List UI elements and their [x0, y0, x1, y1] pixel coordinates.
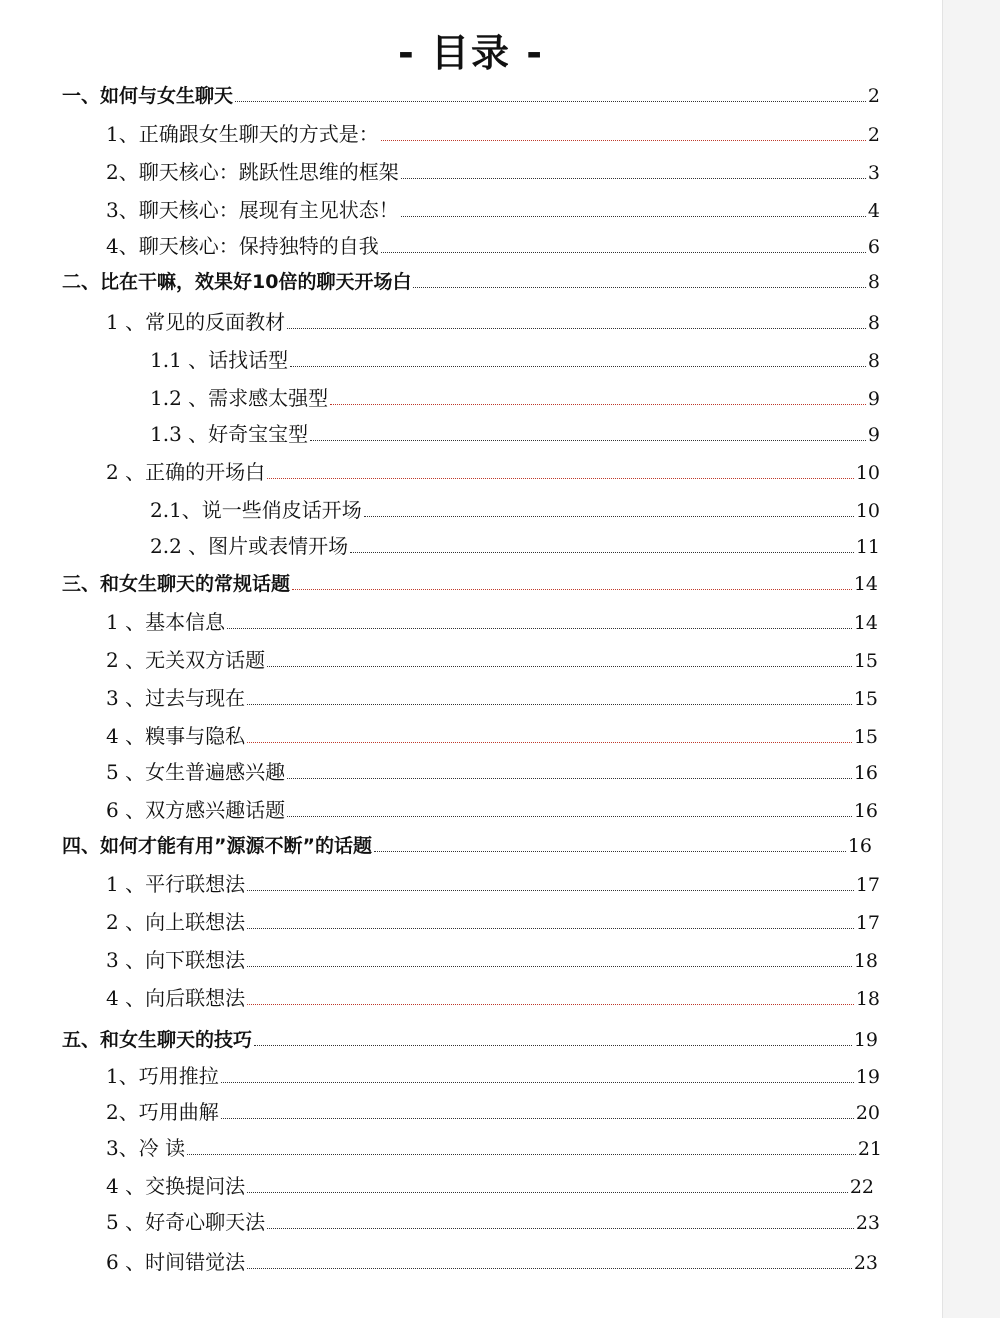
toc-entry-title: 4 、糗事与隐私	[106, 724, 246, 748]
toc-entry[interactable]	[106, 648, 878, 673]
dot-leader	[401, 177, 866, 179]
toc-page-number: 18	[853, 950, 878, 972]
toc-page-number: 20	[855, 1102, 880, 1124]
toc-entry-title: 五、和女生聊天的技巧	[62, 1029, 253, 1051]
toc-entry[interactable]	[106, 1064, 880, 1089]
toc-entry[interactable]	[150, 534, 880, 559]
toc-page-number: 17	[855, 912, 880, 934]
toc-entry-title: 1.3 、好奇宝宝型	[150, 422, 309, 446]
toc-entry[interactable]	[62, 270, 880, 294]
dot-leader	[247, 965, 852, 967]
toc-entry[interactable]	[150, 498, 880, 523]
toc-entry-title: 2、巧用曲解	[106, 1100, 219, 1124]
dot-leader	[413, 286, 865, 288]
toc-entry-title: 1 、基本信息	[106, 610, 226, 634]
viewer-side-margin	[942, 0, 1000, 1318]
toc-page-number: 8	[867, 312, 880, 334]
toc-entry[interactable]	[106, 724, 878, 749]
toc-entry[interactable]	[106, 1174, 874, 1199]
toc-page-number: 22	[849, 1176, 874, 1198]
toc-page-number: 17	[855, 874, 880, 896]
toc-entry[interactable]	[106, 198, 880, 223]
toc-entry[interactable]	[150, 422, 880, 447]
dot-leader	[247, 927, 854, 929]
toc-page-number: 14	[853, 612, 878, 634]
toc-entry-title: 1.2 、需求感太强型	[150, 386, 329, 410]
toc-entry-title: 1、正确跟女生聊天的方式是：	[106, 122, 379, 146]
dot-leader	[221, 1081, 854, 1083]
toc-entry[interactable]	[62, 834, 872, 858]
dot-leader	[330, 403, 866, 405]
toc-entry[interactable]	[106, 610, 878, 635]
dot-leader	[247, 741, 852, 743]
dot-leader	[267, 1227, 854, 1229]
dot-leader	[287, 327, 866, 329]
dot-leader	[381, 251, 866, 253]
dot-leader	[287, 815, 852, 817]
dot-leader	[267, 477, 854, 479]
toc-entry[interactable]	[106, 948, 878, 973]
toc-entry-title: 2 、无关双方话题	[106, 648, 266, 672]
toc-page-number: 16	[847, 835, 872, 857]
page-title: - 目录 -	[397, 31, 544, 75]
dot-leader	[247, 1267, 852, 1269]
toc-entry[interactable]	[106, 686, 878, 711]
toc-entry-title: 一、如何与女生聊天	[62, 85, 234, 107]
toc-entry-title: 4、聊天核心：保持独特的自我	[106, 234, 379, 258]
dot-leader	[247, 1003, 854, 1005]
toc-entry-title: 二、比在干嘛，效果好10倍的聊天开场白	[62, 271, 412, 293]
toc-page-number: 2	[867, 124, 880, 146]
dot-leader	[292, 588, 852, 590]
toc-entry[interactable]	[150, 386, 880, 411]
dot-leader	[287, 777, 852, 779]
dot-leader	[290, 365, 866, 367]
toc-entry[interactable]	[106, 798, 878, 823]
toc-page-number: 8	[867, 350, 880, 372]
toc-page-number: 15	[853, 726, 878, 748]
toc-page-number: 9	[867, 388, 880, 410]
dot-leader	[227, 627, 852, 629]
toc-page-number: 10	[855, 500, 880, 522]
toc-entry-title: 2.2 、图片或表情开场	[150, 534, 349, 558]
dot-leader	[221, 1117, 854, 1119]
toc-entry-title: 6 、双方感兴趣话题	[106, 798, 286, 822]
toc-entry[interactable]	[106, 910, 880, 935]
toc-entry[interactable]	[62, 84, 880, 108]
dot-leader	[310, 439, 866, 441]
toc-page-number: 4	[867, 200, 880, 222]
toc-entry[interactable]	[106, 760, 878, 785]
toc-entry-title: 2 、向上联想法	[106, 910, 246, 934]
toc-page-number: 15	[853, 688, 878, 710]
toc-entry-title: 2、聊天核心：跳跃性思维的框架	[106, 160, 399, 184]
toc-entry-title: 1、巧用推拉	[106, 1064, 219, 1088]
toc-page-number: 18	[855, 988, 880, 1010]
toc-entry[interactable]	[150, 348, 880, 373]
dot-leader	[374, 850, 846, 852]
dot-leader	[247, 703, 852, 705]
dot-leader	[381, 139, 866, 141]
toc-entry[interactable]	[106, 234, 880, 259]
dot-leader	[350, 551, 854, 553]
dot-leader	[235, 100, 866, 102]
toc-page-number: 15	[853, 650, 878, 672]
toc-entry-title: 5 、好奇心聊天法	[106, 1210, 266, 1234]
toc-entry-title: 2.1、说一些俏皮话开场	[150, 498, 362, 522]
dot-leader	[254, 1044, 852, 1046]
toc-page-number: 3	[867, 162, 880, 184]
toc-page-number: 21	[857, 1138, 882, 1160]
toc-entry[interactable]	[106, 1250, 878, 1275]
toc-entry-title: 3 、向下联想法	[106, 948, 246, 972]
toc-entry[interactable]	[106, 872, 880, 897]
toc-entry[interactable]	[106, 122, 880, 147]
toc-entry[interactable]	[62, 1028, 878, 1052]
toc-entry-title: 1 、平行联想法	[106, 872, 246, 896]
toc-entry[interactable]	[106, 986, 880, 1011]
toc-entry[interactable]	[62, 572, 878, 596]
toc-page-number: 9	[867, 424, 880, 446]
toc-entry-title: 4 、向后联想法	[106, 986, 246, 1010]
dot-leader	[187, 1153, 856, 1155]
toc-page-number: 8	[867, 271, 880, 293]
toc-entry-title: 5 、女生普遍感兴趣	[106, 760, 286, 784]
toc-page-number: 11	[855, 536, 880, 558]
toc-entry-title: 3、冷 读	[106, 1136, 186, 1160]
toc-entry-title: 2 、正确的开场白	[106, 460, 266, 484]
toc-entry-title: 3、聊天核心：展现有主见状态！	[106, 198, 399, 222]
dot-leader	[401, 215, 866, 217]
toc-entry[interactable]	[106, 1210, 880, 1235]
toc-entry-title: 三、和女生聊天的常规话题	[62, 573, 291, 595]
toc-page-number: 23	[855, 1212, 880, 1234]
toc-entry[interactable]	[106, 460, 880, 485]
toc-page-number: 2	[867, 85, 880, 107]
toc-page-number: 19	[853, 1029, 878, 1051]
toc-entry-title: 1.1 、话找话型	[150, 348, 289, 372]
toc-entry[interactable]	[106, 1136, 882, 1161]
dot-leader	[247, 1191, 848, 1193]
toc-page-number: 14	[853, 573, 878, 595]
toc-entry-title: 4 、交换提问法	[106, 1174, 246, 1198]
toc-entry-title: 3 、过去与现在	[106, 686, 246, 710]
toc-page-number: 10	[855, 462, 880, 484]
toc-entry[interactable]	[106, 160, 880, 185]
toc-entry-title: 四、如何才能有用”源源不断”的话题	[62, 835, 372, 857]
toc-entry-title: 1 、常见的反面教材	[106, 310, 286, 334]
dot-leader	[267, 665, 852, 667]
toc-page-number: 23	[853, 1252, 878, 1274]
toc-entry[interactable]	[106, 310, 880, 335]
toc-page-number: 19	[855, 1066, 880, 1088]
toc-page-number: 6	[867, 236, 880, 258]
toc-page-number: 16	[853, 800, 878, 822]
dot-leader	[247, 889, 854, 891]
dot-leader	[364, 515, 854, 517]
toc-page-number: 16	[853, 762, 878, 784]
toc-entry-title: 6 、时间错觉法	[106, 1250, 246, 1274]
toc-entry[interactable]	[106, 1100, 880, 1125]
